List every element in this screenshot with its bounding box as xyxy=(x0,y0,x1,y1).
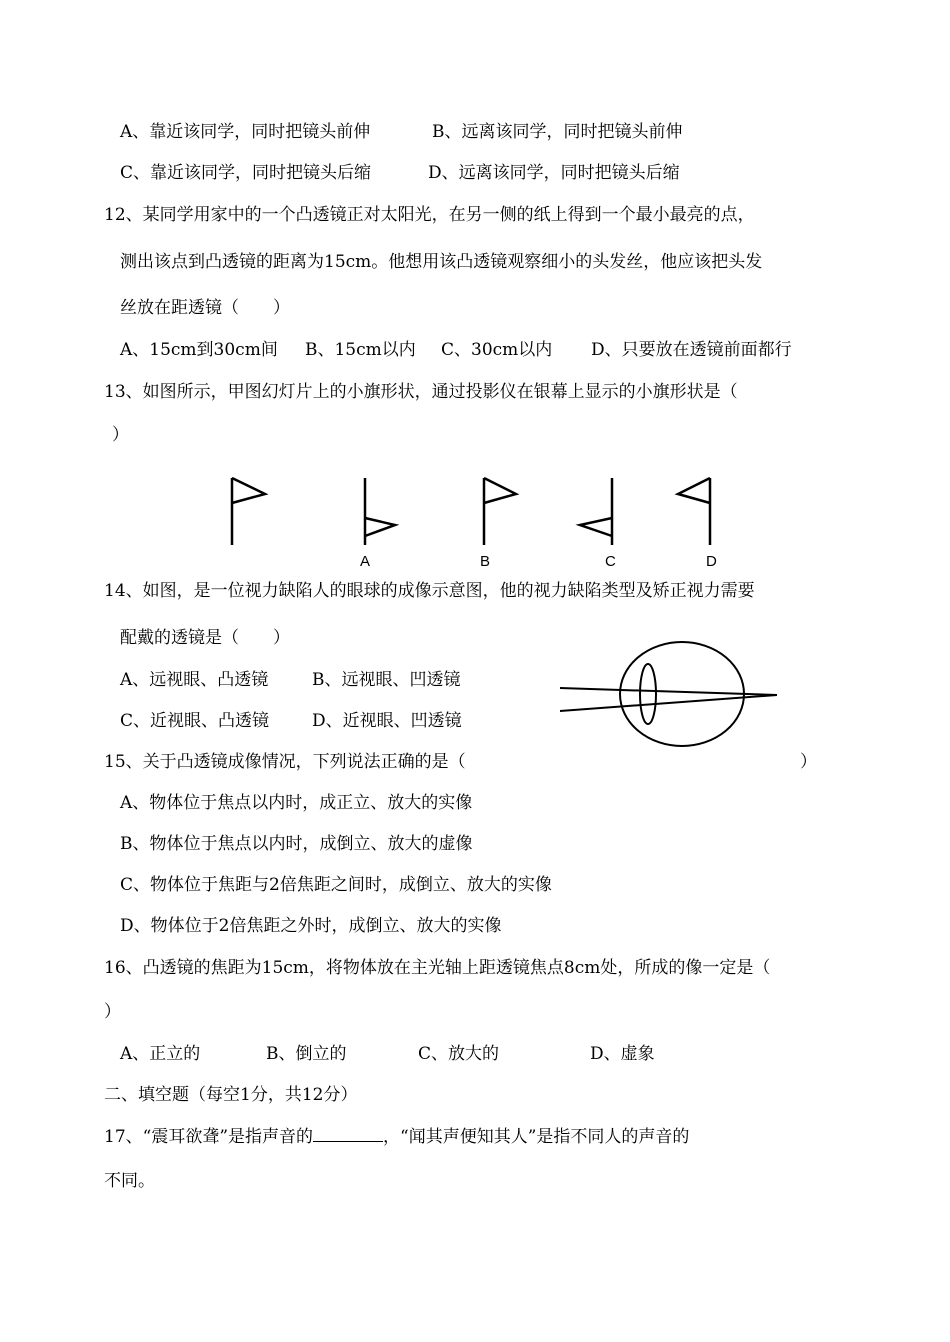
q17-part2: ，“闻其声便知其人”是指不同人的声音的 xyxy=(383,1127,690,1147)
flag-option-b xyxy=(484,478,516,545)
q15-option-b: B、物体位于焦点以内时，成倒立、放大的虚像 xyxy=(120,834,473,854)
q17-part1: 17、“震耳欲聋”是指声音的 xyxy=(104,1127,314,1147)
q15-option-c: C、物体位于焦距与2倍焦距之间时，成倒立、放大的实像 xyxy=(120,875,552,895)
q14-option-c: C、近视眼、凸透镜 xyxy=(120,711,270,731)
flag-option-a xyxy=(365,478,395,545)
flag-label-d: D xyxy=(706,553,717,570)
flag-option-c xyxy=(580,478,612,545)
q12-option-a: A、15cm到30cm间 xyxy=(120,340,278,360)
flag-label-b: B xyxy=(480,553,491,570)
q15-option-a: A、物体位于焦点以内时，成正立、放大的实像 xyxy=(120,793,473,813)
q15-stem-close: ） xyxy=(800,752,817,772)
q14-option-a: A、远视眼、凸透镜 xyxy=(120,670,269,690)
q14-stem-line1: 14、如图，是一位视力缺陷人的眼球的成像示意图，他的视力缺陷类型及矫正视力需要 xyxy=(104,581,755,601)
q12-stem-line2: 测出该点到凸透镜的距离为15cm。他想用该凸透镜观察细小的头发丝，他应该把头发 xyxy=(120,252,763,272)
q13-stem-line1: 13、如图所示，甲图幻灯片上的小旗形状，通过投影仪在银幕上显示的小旗形状是（ xyxy=(104,382,738,402)
q13-stem-line2: ） xyxy=(112,425,129,445)
eye-diagram xyxy=(555,638,785,750)
section-title: 二、填空题（每空1分，共12分） xyxy=(104,1085,358,1105)
q17-blank[interactable] xyxy=(313,1125,383,1142)
q16-stem-line1: 16、凸透镜的焦距为15cm，将物体放在主光轴上距透镜焦点8cm处，所成的像一定是（ xyxy=(104,958,771,978)
q16-option-c: C、放大的 xyxy=(418,1044,500,1064)
q12-stem-line3: 丝放在距透镜（ ） xyxy=(120,298,290,318)
q11-option-a: A、靠近该同学，同时把镜头前伸 xyxy=(120,122,371,142)
q16-stem-line2: ） xyxy=(104,1002,121,1022)
q13-flag-figure xyxy=(220,470,730,575)
light-ray-lower xyxy=(560,695,777,711)
q16-option-b: B、倒立的 xyxy=(266,1044,347,1064)
q14-option-d: D、近视眼、凹透镜 xyxy=(312,711,462,731)
q15-option-d: D、物体位于2倍焦距之外时，成倒立、放大的实像 xyxy=(120,916,502,936)
q12-stem-line1: 12、某同学用家中的一个凸透镜正对太阳光，在另一侧的纸上得到一个最小最亮的点， xyxy=(104,205,755,225)
original-flag xyxy=(232,478,265,545)
q12-option-c: C、30cm以内 xyxy=(441,340,553,360)
q12-option-d: D、只要放在透镜前面都行 xyxy=(591,340,792,360)
q16-option-d: D、虚象 xyxy=(590,1044,655,1064)
q11-option-d: D、远离该同学，同时把镜头后缩 xyxy=(428,163,680,183)
q11-option-b: B、远离该同学，同时把镜头前伸 xyxy=(432,122,683,142)
q12-option-b: B、15cm以内 xyxy=(305,340,416,360)
flag-label-c: C xyxy=(605,553,616,570)
q14-stem-line2: 配戴的透镜是（ ） xyxy=(120,628,290,648)
q11-option-c: C、靠近该同学，同时把镜头后缩 xyxy=(120,163,372,183)
flag-option-d xyxy=(678,478,710,545)
q17-line2: 不同。 xyxy=(104,1171,155,1191)
flag-label-a: A xyxy=(360,553,371,570)
q14-option-b: B、远视眼、凹透镜 xyxy=(312,670,461,690)
eye-lens xyxy=(640,664,656,724)
q15-stem: 15、关于凸透镜成像情况，下列说法正确的是（ xyxy=(104,752,466,772)
q17-line1 xyxy=(104,1125,689,1148)
q16-option-a: A、正立的 xyxy=(120,1044,201,1064)
